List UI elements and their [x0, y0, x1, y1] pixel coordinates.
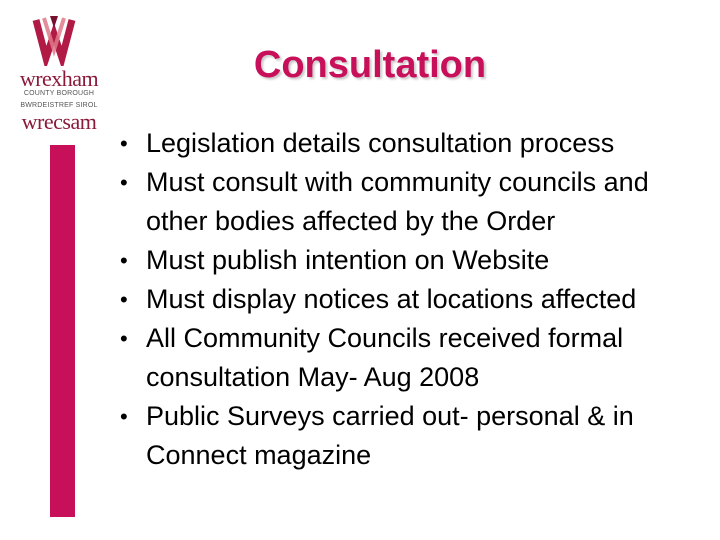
bullet-text: Public Surveys carried out- personal & in Connect magazine	[146, 401, 634, 470]
bullet-icon: •	[120, 287, 128, 312]
bullet-list	[112, 124, 712, 475]
wrexham-emblem-icon	[14, 14, 104, 66]
bullet-icon: •	[120, 326, 128, 351]
bullet-text: Must display notices at locations affected	[146, 284, 637, 314]
slide-title: Consultation	[253, 44, 487, 86]
bullet-text: Legislation details consultation process	[146, 128, 615, 158]
bullet-text: All Community Councils received formal consultation May- Aug 2008	[146, 323, 624, 392]
logo-bwrdeistref-text: BWRDEISTREF SIROL	[20, 102, 98, 109]
bullet-icon: •	[120, 131, 128, 156]
accent-side-bar	[50, 145, 75, 517]
bullet-icon: •	[120, 170, 128, 195]
bullet-item	[112, 163, 712, 241]
bullet-item	[112, 397, 712, 475]
bullet-item	[112, 124, 712, 163]
bullet-icon: •	[120, 404, 128, 429]
bullet-item	[112, 241, 712, 280]
logo-county-borough-text: COUNTY BOROUGH	[23, 90, 95, 97]
bullet-icon: •	[120, 248, 128, 273]
logo-wrecsam-text: wrecsam	[21, 109, 97, 134]
logo-wrexham-text: wrexham	[19, 66, 99, 91]
wrexham-logo	[14, 14, 104, 134]
bullet-item	[112, 280, 712, 319]
bullet-item	[112, 319, 712, 397]
bullet-text: Must consult with community councils and other bodies affected by the Order	[146, 167, 649, 236]
bullet-text: Must publish intention on Website	[146, 245, 550, 275]
